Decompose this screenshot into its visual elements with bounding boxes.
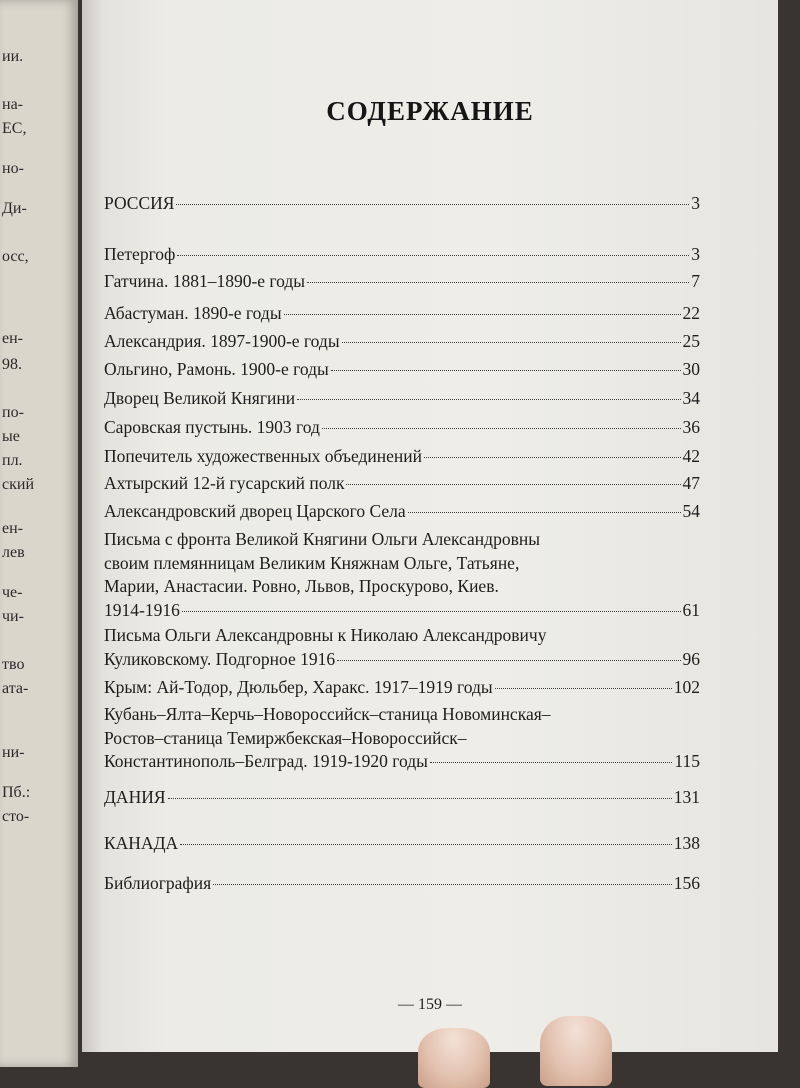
toc-entry-line: своим племянницам Великим Княжнам Ольге, Татьяне, bbox=[104, 552, 520, 573]
toc-entry bbox=[104, 416, 700, 440]
toc-entry-line: Марии, Анастасии. Ровно, Львов, Проскурово, Киев. bbox=[104, 576, 499, 596]
toc-entry-title: ДАНИЯ bbox=[104, 787, 166, 807]
toc-entry-title: Ахтырский 12-й гусарский полк bbox=[104, 473, 345, 493]
facing-page-text-fragment: ата- bbox=[2, 680, 29, 697]
facing-page-text-fragment: 98. bbox=[2, 356, 22, 373]
toc-entry bbox=[104, 624, 700, 671]
toc-entry-title: Александрия. 1897-1900-е годы bbox=[104, 331, 340, 351]
toc-entry-title: Куликовскому. Подгорное 1916 bbox=[104, 648, 336, 669]
dot-leader bbox=[176, 204, 689, 205]
page-title: СОДЕРЖАНИЕ bbox=[326, 96, 534, 126]
toc-entry bbox=[104, 500, 700, 524]
book-page bbox=[82, 0, 778, 1052]
toc-entry-title: Гатчина. 1881–1890-е годы bbox=[104, 271, 306, 291]
dot-leader bbox=[322, 428, 681, 429]
toc-page-number: 47 bbox=[682, 473, 700, 493]
toc-entry-line: Письма с фронта Великой Княгини Ольги Александровны bbox=[104, 529, 540, 549]
facing-page-text-fragment: ни- bbox=[2, 744, 25, 761]
toc-entry bbox=[104, 472, 700, 496]
toc-entry-title: 1914-1916 bbox=[104, 599, 180, 620]
toc-entry bbox=[104, 445, 700, 469]
toc-entry-line: Письма Ольги Александровны к Николаю Александровичу bbox=[104, 625, 547, 645]
toc-entry-title: КАНАДА bbox=[104, 833, 179, 853]
toc-page-number: 102 bbox=[673, 677, 700, 697]
facing-page-text-fragment: тво bbox=[2, 656, 25, 673]
facing-page-text-fragment: ЕС, bbox=[2, 120, 27, 137]
dot-leader bbox=[495, 688, 672, 689]
facing-page-text-fragment: но- bbox=[2, 160, 24, 177]
facing-page-edge bbox=[0, 0, 78, 1067]
dot-leader bbox=[168, 798, 672, 799]
toc-page-number: 54 bbox=[682, 501, 700, 521]
facing-page-text-fragment: че- bbox=[2, 584, 23, 601]
toc-entry bbox=[104, 703, 700, 774]
facing-page-text-fragment: ые bbox=[2, 428, 20, 445]
toc-page-number: 25 bbox=[682, 331, 700, 351]
toc-page-number: 30 bbox=[682, 359, 700, 379]
toc-entry-line: Ростов–станица Темиржбекская–Новороссийск– bbox=[104, 727, 467, 748]
facing-page-text-fragment: чи- bbox=[2, 608, 24, 625]
toc-page-number: 115 bbox=[674, 751, 700, 771]
facing-page-text-fragment: на- bbox=[2, 96, 23, 113]
toc-entry-title: РОССИЯ bbox=[104, 193, 175, 213]
toc-entry bbox=[104, 192, 700, 216]
toc-entry-title: Дворец Великой Княгини bbox=[104, 388, 296, 408]
dot-leader bbox=[182, 611, 681, 612]
toc-page-number: 96 bbox=[682, 648, 700, 669]
dot-leader bbox=[331, 370, 681, 371]
dot-leader bbox=[213, 884, 672, 885]
facing-page-text-fragment: пл. bbox=[2, 452, 23, 469]
toc-page-number: 36 bbox=[682, 417, 700, 437]
dot-leader bbox=[342, 342, 681, 343]
page-number: — 159 — bbox=[398, 996, 462, 1013]
toc-entry bbox=[104, 302, 700, 326]
facing-page-text-fragment: лев bbox=[2, 544, 25, 561]
facing-page-text-fragment: Пб.: bbox=[2, 784, 31, 801]
facing-page-text-fragment: ии. bbox=[2, 48, 24, 65]
toc-entry bbox=[104, 528, 700, 622]
toc-entry-title: Петергоф bbox=[104, 244, 176, 264]
facing-page-text-fragment: осс, bbox=[2, 248, 29, 265]
toc-entry bbox=[104, 270, 700, 294]
dot-leader bbox=[430, 762, 672, 763]
toc-entry-title: Ольгино, Рамонь. 1900-е годы bbox=[104, 359, 329, 379]
toc-entry-title: Александровский дворец Царского Села bbox=[104, 501, 406, 521]
dot-leader bbox=[297, 399, 680, 400]
finger bbox=[540, 1016, 612, 1086]
toc-entry bbox=[104, 676, 700, 700]
finger bbox=[418, 1028, 490, 1088]
toc-page-number: 22 bbox=[682, 303, 700, 323]
toc-page-number: 61 bbox=[682, 599, 700, 620]
dot-leader bbox=[424, 457, 680, 458]
dot-leader bbox=[346, 484, 680, 485]
dot-leader bbox=[337, 660, 680, 661]
facing-page-text-fragment: Ди- bbox=[2, 200, 27, 217]
toc-entry bbox=[104, 243, 700, 267]
toc-page-number: 3 bbox=[691, 244, 700, 264]
toc-entry-title: Попечитель художественных объединений bbox=[104, 446, 423, 466]
toc-page-number: 138 bbox=[673, 833, 700, 853]
facing-page-text-fragment: ский bbox=[2, 476, 34, 493]
toc-page-number: 3 bbox=[691, 193, 700, 213]
toc-page-number: 7 bbox=[691, 271, 700, 291]
toc-entry-title: Крым: Ай-Тодор, Дюльбер, Харакс. 1917–1919 годы bbox=[104, 677, 493, 697]
dot-leader bbox=[180, 844, 672, 845]
toc-entry bbox=[104, 872, 700, 896]
facing-page-text-fragment: сто- bbox=[2, 808, 30, 825]
toc-entry-title: Саровская пустынь. 1903 год bbox=[104, 417, 320, 437]
toc-entry bbox=[104, 832, 700, 856]
facing-page-text-fragment: ен- bbox=[2, 330, 23, 347]
toc-page-number: 131 bbox=[673, 787, 700, 807]
toc-entry-line: Кубань–Ялта–Керчь–Новороссийск–станица Новоминская– bbox=[104, 704, 551, 724]
facing-page-text-fragment: по- bbox=[2, 404, 24, 421]
dot-leader bbox=[177, 255, 689, 256]
toc-page-number: 34 bbox=[682, 388, 700, 408]
dot-leader bbox=[284, 314, 681, 315]
toc-entry bbox=[104, 358, 700, 382]
toc-entry bbox=[104, 330, 700, 354]
dot-leader bbox=[408, 512, 681, 513]
toc-entry bbox=[104, 786, 700, 810]
toc-entry-title: Библиография bbox=[104, 873, 212, 893]
toc-entry bbox=[104, 387, 700, 411]
dot-leader bbox=[307, 282, 689, 283]
facing-page-text-fragment: ен- bbox=[2, 520, 23, 537]
toc-entry-title: Абастуман. 1890-е годы bbox=[104, 303, 282, 323]
toc-page-number: 42 bbox=[682, 446, 700, 466]
toc-entry-title: Константинополь–Белград. 1919-1920 годы bbox=[104, 751, 428, 771]
toc-page-number: 156 bbox=[673, 873, 700, 893]
